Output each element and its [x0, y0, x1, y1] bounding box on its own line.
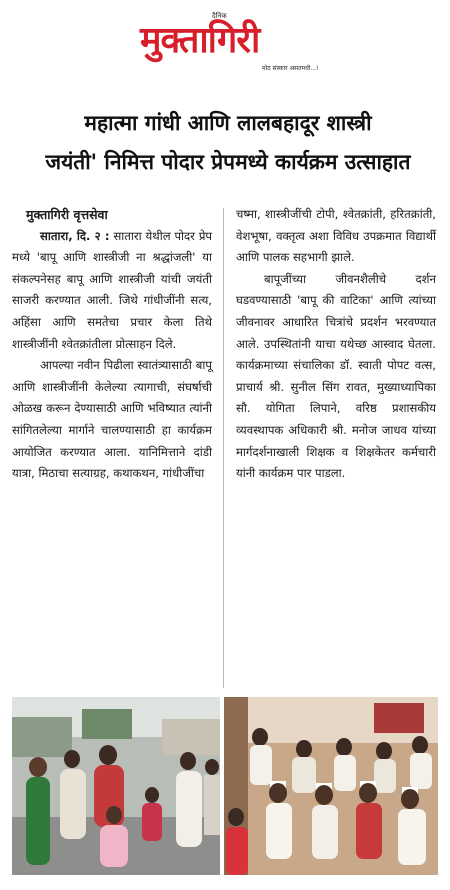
article-byline: मुक्तागिरी वृत्तसेवा: [26, 207, 108, 222]
article-paragraph-3: चष्मा, शास्त्रीजींची टोपी, श्वेतक्रांती, हरितक्रांती, वेशभूषा, वक्तृत्व अशा विविध उपक्रमात विद्यार्थी आणि पालक सहभागी झाले.: [236, 207, 436, 265]
article-paragraph-1: [12, 226, 212, 356]
event-photo-procession: [12, 697, 220, 875]
masthead-slogan: मोठ संस्कार असतमधी...!: [262, 65, 319, 72]
article-paragraph-1-text: सातारा येथील पोदर प्रेप मध्ये 'बापू आणि शास्त्रीजी ना श्रद्धांजली' या संकल्पनेसह बापू आणि शास्त्रीजी यांची जयंती साजरी करण्यात आली. जिथे गांधीजींनी सत्य, अहिंसा आणि समतेचा प्रचार केला तिथे शास्त्रीजींनी श्वेतक्रांतीला प्रोत्साहन दिले.: [12, 228, 213, 351]
article-column-right: [236, 204, 436, 485]
article-headline: [20, 104, 436, 182]
headline-line-1: महात्मा गांधी आणि लालबहादूर शास्त्री: [84, 111, 372, 135]
article-paragraph-4: बापूजींच्या जीवनशैलीचे दर्शन घडवण्यासाठी 'बापू की वाटिका' आणि त्यांच्या जीवनावर आधारित चित्रांचे प्रदर्शन भरवण्यात आले. उपस्थितांनी याचा यथेच्छ आस्वाद घेतला. कार्यक्रमाच्या संचालिका डॉ. स्वाती पोपट वत्स, प्राचार्य श्री. सुनील सिंग रावत, मुख्याध्यापिका सौ. योगिता लिपाने, वरिष्ठ प्रशासकीय व्यवस्थापक अधिकारी श्री. मनोज जाधव यांच्या मार्गदर्शनाखाली शिक्षक व शिक्षकेतर कर्मचारी यांनी कार्यक्रम पार पाडला.: [236, 271, 436, 481]
event-photo-children-gandhi-caps: [224, 697, 438, 875]
article-dateline: सातारा, दि. २ :: [40, 228, 110, 243]
column-divider: [223, 208, 224, 688]
masthead-tagline-top: दैनिक: [212, 12, 227, 20]
article-paragraph-2: आपल्या नवीन पिढीला स्वातंत्र्यासाठी बापू आणि शास्त्रीजींनी केलेल्या त्यागाची, संघर्षाची ओळख करून देण्यासाठी आणि भविष्यात त्यांनी सांगितलेल्या मार्गाने चालण्यासाठी हा कार्यक्रम आयोजित करण्यात आला. यानिमित्ताने दांडी यात्रा, मिठाचा सत्याग्रह, कथाकथन, गांधीजींचा: [12, 358, 212, 481]
article-column-left: [12, 204, 212, 485]
masthead: [0, 0, 450, 84]
headline-line-2: जयंती' निमित्त पोदार प्रेपमध्ये कार्यक्रम उत्साहात: [45, 150, 411, 174]
newspaper-logo: मुक्तागिरी: [140, 20, 260, 61]
